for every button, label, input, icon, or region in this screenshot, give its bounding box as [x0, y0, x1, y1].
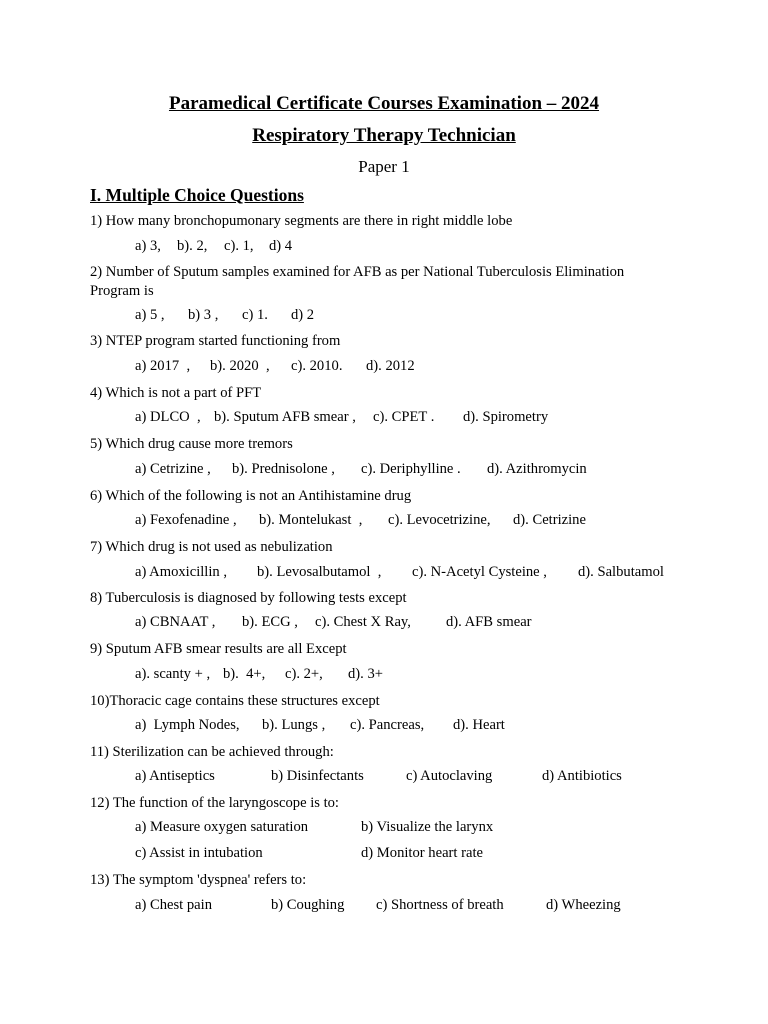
- question-1: 1) How many bronchopumonary segments are there in right middle lobe: [90, 213, 513, 229]
- option-b: b). Prednisolone ,: [232, 461, 335, 477]
- option-c: c). N-Acetyl Cysteine ,: [412, 564, 547, 580]
- option-c: c) Shortness of breath: [376, 897, 504, 913]
- option-c: c). Pancreas,: [350, 717, 425, 733]
- option-d: d). 3+: [348, 666, 383, 682]
- question-3: 3) NTEP program started functioning from: [90, 333, 341, 349]
- option-b: b). Levosalbutamol ,: [257, 564, 382, 580]
- option-b: b). 2,: [177, 238, 208, 254]
- option-c: c). 2010.: [291, 358, 343, 374]
- options-10: [135, 717, 735, 736]
- option-b: b). Lungs ,: [262, 717, 326, 733]
- option-d: d). AFB smear: [446, 614, 532, 630]
- option-d: d). Spirometry: [463, 409, 549, 425]
- option-a: a) Chest pain: [135, 897, 213, 913]
- option-a: a) Lymph Nodes,: [135, 717, 240, 733]
- options-5: [135, 461, 735, 480]
- option-b: b). Montelukast ,: [259, 512, 363, 528]
- course-title: Respiratory Therapy Technician: [252, 125, 516, 146]
- option-b: b) Visualize the larynx: [361, 819, 494, 835]
- options-12-row-1: [135, 819, 735, 838]
- question-7: 7) Which drug is not used as nebulization: [90, 539, 333, 555]
- question-4: 4) Which is not a part of PFT: [90, 385, 262, 401]
- option-b: b). ECG ,: [242, 614, 298, 630]
- option-c: c). Chest X Ray,: [315, 614, 411, 630]
- question-6: 6) Which of the following is not an Antihistamine drug: [90, 488, 412, 504]
- option-b: b) 3 ,: [188, 307, 219, 323]
- question-13: 13) The symptom 'dyspnea' refers to:: [90, 872, 307, 888]
- option-c: c). Deriphylline .: [361, 461, 461, 477]
- options-11: [135, 768, 735, 787]
- exam-title: Paramedical Certificate Courses Examination – 2024: [168, 93, 600, 114]
- option-d: d) 2: [291, 307, 315, 323]
- option-d: d). Salbutamol: [578, 564, 664, 580]
- options-13: [135, 897, 735, 916]
- paper-label: Paper 1: [358, 157, 410, 176]
- option-c: c). CPET .: [373, 409, 435, 425]
- option-a: a) 2017 ,: [135, 358, 191, 374]
- option-b: b). 4+,: [223, 666, 266, 682]
- option-a: a) Amoxicillin ,: [135, 564, 228, 580]
- option-d: d) Antibiotics: [542, 768, 622, 784]
- option-b: b) Coughing: [271, 897, 345, 913]
- option-b: b) Disinfectants: [271, 768, 364, 784]
- options-9: [135, 666, 735, 685]
- option-a: a) DLCO ,: [135, 409, 201, 425]
- option-d: d) Wheezing: [546, 897, 621, 913]
- question-10: 10)Thoracic cage contains these structures except: [90, 693, 380, 709]
- option-c: c). 2+,: [285, 666, 323, 682]
- question-5: 5) Which drug cause more tremors: [90, 436, 293, 452]
- option-a: a) Cetrizine ,: [135, 461, 211, 477]
- option-c: c) 1.: [242, 307, 268, 323]
- question-12: 12) The function of the laryngoscope is to:: [90, 795, 339, 811]
- option-c: c). Levocetrizine,: [388, 512, 491, 528]
- options-8: [135, 614, 735, 633]
- option-d: d). 2012: [366, 358, 415, 374]
- option-d: d). Azithromycin: [487, 461, 587, 477]
- option-d: d). Heart: [453, 717, 505, 733]
- options-7: [135, 564, 735, 583]
- section-heading: I. Multiple Choice Questions: [90, 185, 304, 205]
- options-12-row-2: [135, 845, 735, 864]
- question-11: 11) Sterilization can be achieved through:: [90, 744, 334, 760]
- option-c: c) Autoclaving: [406, 768, 493, 784]
- option-d: d) 4: [269, 238, 293, 254]
- option-b: b). Sputum AFB smear ,: [214, 409, 356, 425]
- option-a: a) 5 ,: [135, 307, 165, 323]
- option-d: d) Monitor heart rate: [361, 845, 483, 861]
- options-4: [135, 409, 735, 428]
- option-a: a) CBNAAT ,: [135, 614, 216, 630]
- options-6: [135, 512, 735, 531]
- question-9: 9) Sputum AFB smear results are all Except: [90, 641, 347, 657]
- option-a: a). scanty + ,: [135, 666, 211, 682]
- option-c: c) Assist in intubation: [135, 845, 263, 861]
- question-2-continued: Program is: [90, 283, 154, 299]
- option-a: a) Fexofenadine ,: [135, 512, 237, 528]
- option-a: a) Antiseptics: [135, 768, 215, 784]
- option-c: c). 1,: [224, 238, 254, 254]
- options-2: [135, 307, 735, 326]
- option-d: d). Cetrizine: [513, 512, 586, 528]
- option-a: a) Measure oxygen saturation: [135, 819, 309, 835]
- question-8: 8) Tuberculosis is diagnosed by following tests except: [90, 590, 407, 606]
- option-b: b). 2020 ,: [210, 358, 270, 374]
- options-3: [135, 358, 735, 377]
- options-1: [135, 238, 735, 257]
- question-2: 2) Number of Sputum samples examined for AFB as per National Tuberculosis Elimination: [90, 264, 625, 280]
- option-a: a) 3,: [135, 238, 161, 254]
